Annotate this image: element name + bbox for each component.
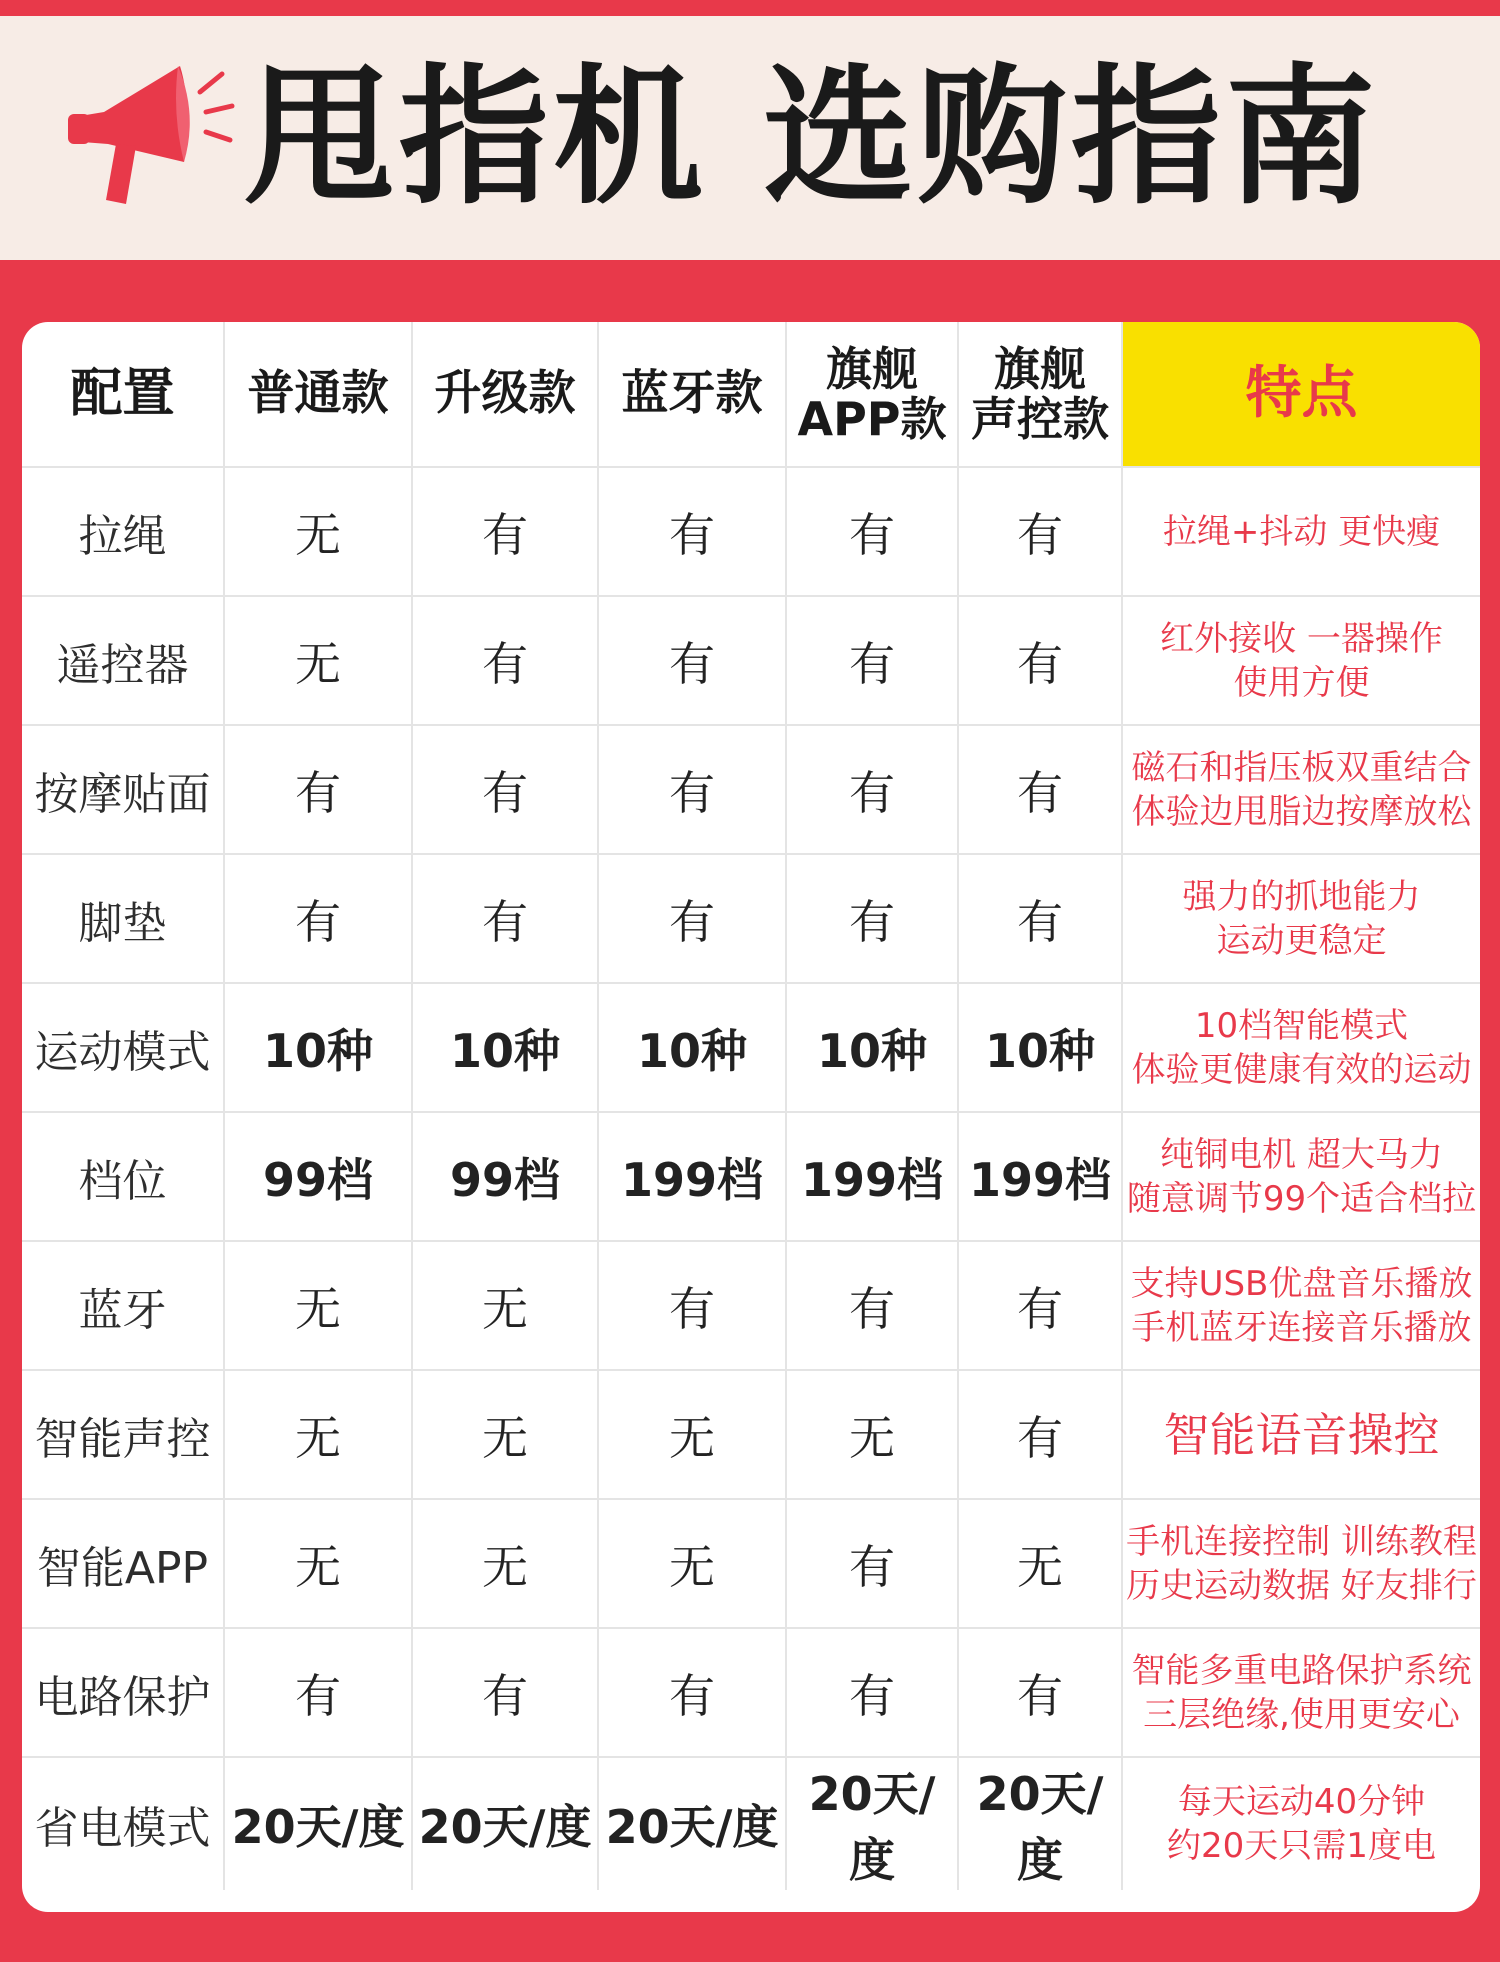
cell-features: [1122, 1112, 1480, 1241]
megaphone-icon: [60, 44, 240, 214]
table-row: [22, 1112, 1480, 1241]
header-features: 特点: [1122, 322, 1480, 467]
feature-line: 强力的抓地能力: [1182, 876, 1421, 917]
cell-flagship-voice: 10种: [958, 983, 1122, 1112]
cell-flagship-voice: 199档: [958, 1112, 1122, 1241]
cell-standard: 无: [224, 467, 412, 596]
header-banner: [0, 16, 1500, 260]
cell-flagship-voice: 有: [958, 596, 1122, 725]
row-label: 拉绳: [22, 467, 224, 596]
cell-standard: 有: [224, 854, 412, 983]
cell-flagship-voice: 20天/度: [958, 1757, 1122, 1890]
row-label: 遥控器: [22, 596, 224, 725]
cell-upgrade: 99档: [412, 1112, 598, 1241]
cell-upgrade: 有: [412, 1628, 598, 1757]
cell-flagship-app: 有: [786, 1499, 958, 1628]
cell-flagship-voice: 有: [958, 1628, 1122, 1757]
cell-bluetooth: 10种: [598, 983, 786, 1112]
table-row: [22, 1757, 1480, 1890]
cell-flagship-voice: 有: [958, 467, 1122, 596]
header-flagship-app-line1: 旗舰: [826, 342, 918, 396]
cell-flagship-app: 有: [786, 854, 958, 983]
cell-features: [1122, 596, 1480, 725]
cell-features: [1122, 467, 1480, 596]
cell-flagship-app: 199档: [786, 1112, 958, 1241]
cell-standard: 无: [224, 596, 412, 725]
table-row: [22, 596, 1480, 725]
header-standard: 普通款: [224, 322, 412, 467]
row-label: 蓝牙: [22, 1241, 224, 1370]
table-row: [22, 725, 1480, 854]
row-label: 档位: [22, 1112, 224, 1241]
table-row: [22, 1628, 1480, 1757]
cell-flagship-voice: 无: [958, 1499, 1122, 1628]
cell-bluetooth: 20天/度: [598, 1757, 786, 1890]
cell-bluetooth: 有: [598, 1241, 786, 1370]
feature-line: 手机连接控制 训练教程: [1126, 1521, 1477, 1562]
feature-line: 使用方便: [1233, 662, 1370, 703]
comparison-card: [22, 322, 1480, 1912]
row-label: 智能声控: [22, 1370, 224, 1499]
page-title: 甩指机 选购指南: [245, 51, 1380, 225]
feature-line: 手机蓝牙连接音乐播放: [1131, 1307, 1472, 1348]
cell-standard: 有: [224, 725, 412, 854]
table-body: [22, 467, 1480, 1890]
row-label: 智能APP: [22, 1499, 224, 1628]
feature-line: 磁石和指压板双重结合: [1131, 747, 1472, 788]
feature-line: 智能语音操控: [1163, 1407, 1440, 1462]
cell-upgrade: 有: [412, 467, 598, 596]
feature-line: 拉绳+抖动 更快瘦: [1162, 511, 1441, 552]
cell-features: [1122, 983, 1480, 1112]
row-label: 运动模式: [22, 983, 224, 1112]
cell-features: [1122, 1241, 1480, 1370]
cell-flagship-app: 10种: [786, 983, 958, 1112]
cell-standard: 99档: [224, 1112, 412, 1241]
header-flagship-voice: [958, 322, 1122, 467]
cell-features: [1122, 1757, 1480, 1890]
table-row: [22, 983, 1480, 1112]
table-row: [22, 1370, 1480, 1499]
cell-upgrade: 无: [412, 1370, 598, 1499]
row-label: 电路保护: [22, 1628, 224, 1757]
feature-line: 体验边甩脂边按摩放松: [1131, 791, 1472, 832]
header-flagship-app-line2: APP款: [797, 392, 947, 446]
cell-standard: 10种: [224, 983, 412, 1112]
cell-bluetooth: 有: [598, 467, 786, 596]
cell-flagship-app: 20天/度: [786, 1757, 958, 1890]
cell-flagship-voice: 有: [958, 854, 1122, 983]
cell-bluetooth: 有: [598, 1628, 786, 1757]
cell-bluetooth: 无: [598, 1370, 786, 1499]
cell-flagship-app: 无: [786, 1370, 958, 1499]
cell-features: [1122, 854, 1480, 983]
feature-line: 纯铜电机 超大马力: [1160, 1134, 1443, 1175]
table-row: [22, 854, 1480, 983]
cell-features: [1122, 1499, 1480, 1628]
cell-flagship-voice: 有: [958, 1370, 1122, 1499]
cell-upgrade: 10种: [412, 983, 598, 1112]
cell-features: [1122, 1370, 1480, 1499]
table-row: [22, 1499, 1480, 1628]
cell-upgrade: 有: [412, 725, 598, 854]
cell-features: [1122, 725, 1480, 854]
row-label: 脚垫: [22, 854, 224, 983]
feature-line: 体验更健康有效的运动: [1131, 1049, 1472, 1090]
cell-standard: 无: [224, 1241, 412, 1370]
feature-line: 约20天只需1度电: [1167, 1826, 1436, 1866]
feature-line: 10档智能模式: [1194, 1005, 1409, 1046]
cell-flagship-app: 有: [786, 467, 958, 596]
feature-line: 历史运动数据 好友排行: [1126, 1565, 1477, 1606]
cell-flagship-app: 有: [786, 725, 958, 854]
cell-flagship-app: 有: [786, 596, 958, 725]
cell-bluetooth: 199档: [598, 1112, 786, 1241]
feature-line: 支持USB优盘音乐播放: [1130, 1263, 1473, 1304]
cell-upgrade: 无: [412, 1241, 598, 1370]
table-row: [22, 467, 1480, 596]
cell-flagship-app: 有: [786, 1628, 958, 1757]
cell-flagship-voice: 有: [958, 1241, 1122, 1370]
cell-upgrade: 有: [412, 596, 598, 725]
feature-line: 随意调节99个适合档拉: [1126, 1178, 1477, 1219]
header-flagship-voice-line1: 旗舰: [994, 342, 1086, 396]
feature-line: 红外接收 一器操作: [1160, 618, 1443, 659]
header-flagship-voice-line2: 声控款: [971, 392, 1109, 446]
cell-features: [1122, 1628, 1480, 1757]
cell-upgrade: 有: [412, 854, 598, 983]
cell-upgrade: 无: [412, 1499, 598, 1628]
comparison-table: [22, 322, 1480, 1890]
cell-flagship-voice: 有: [958, 725, 1122, 854]
cell-bluetooth: 有: [598, 854, 786, 983]
header-config: 配置: [22, 322, 224, 467]
header-bluetooth: 蓝牙款: [598, 322, 786, 467]
feature-line: 每天运动40分钟: [1177, 1782, 1426, 1822]
cell-bluetooth: 有: [598, 596, 786, 725]
feature-line: 智能多重电路保护系统: [1131, 1650, 1472, 1691]
feature-line: 三层绝缘,使用更安心: [1143, 1694, 1460, 1735]
cell-bluetooth: 有: [598, 725, 786, 854]
header-flagship-app: [786, 322, 958, 467]
table-header-row: [22, 322, 1480, 467]
cell-upgrade: 20天/度: [412, 1757, 598, 1890]
cell-flagship-app: 有: [786, 1241, 958, 1370]
cell-standard: 20天/度: [224, 1757, 412, 1890]
cell-standard: 有: [224, 1628, 412, 1757]
cell-standard: 无: [224, 1499, 412, 1628]
cell-standard: 无: [224, 1370, 412, 1499]
feature-line: 运动更稳定: [1216, 920, 1387, 961]
table-row: [22, 1241, 1480, 1370]
header-upgrade: 升级款: [412, 322, 598, 467]
row-label: 省电模式: [22, 1757, 224, 1890]
cell-bluetooth: 无: [598, 1499, 786, 1628]
row-label: 按摩贴面: [22, 725, 224, 854]
